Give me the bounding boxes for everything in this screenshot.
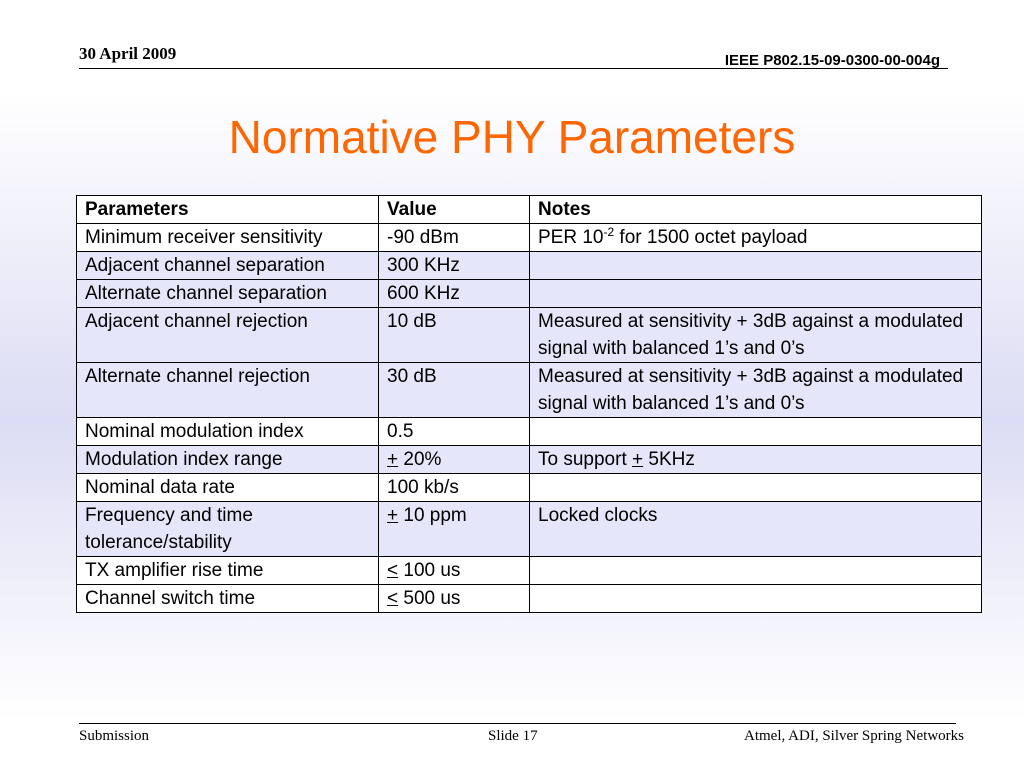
parameter-cell: Modulation index range	[77, 446, 379, 474]
parameter-cell: Frequency and time tolerance/stability	[77, 502, 379, 557]
notes-text: To support	[538, 449, 632, 470]
value-text: 10 ppm	[398, 505, 467, 526]
value-cell: 10 dB	[379, 308, 530, 363]
value-cell: 300 KHz	[379, 252, 530, 280]
table-row	[77, 280, 982, 308]
parameter-cell: TX amplifier rise time	[77, 557, 379, 585]
notes-cell	[530, 474, 982, 502]
parameter-cell: Nominal modulation index	[77, 418, 379, 446]
table-row	[77, 418, 982, 446]
notes-text: PER 10	[538, 227, 604, 248]
parameter-cell: Minimum receiver sensitivity	[77, 224, 379, 252]
value-cell: 0.5	[379, 418, 530, 446]
notes-cell: Measured at sensitivity + 3dB against a modulated signal with balanced 1’s and 0’s	[530, 308, 982, 363]
notes-cell	[530, 252, 982, 280]
value-text: 20%	[398, 449, 442, 470]
parameter-cell: Channel switch time	[77, 585, 379, 613]
column-header-parameters: Parameters	[77, 196, 379, 224]
value-cell: -90 dBm	[379, 224, 530, 252]
notes-cell	[530, 446, 982, 474]
table-row	[77, 446, 982, 474]
notes-exponent: -2	[603, 225, 615, 239]
less-or-equal-symbol: <	[387, 588, 399, 609]
column-header-value: Value	[379, 196, 530, 224]
footer-submission: Submission	[79, 728, 150, 744]
footer-rule	[79, 723, 956, 724]
parameters-table	[76, 195, 982, 613]
notes-text: 5KHz	[643, 449, 695, 470]
value-cell	[379, 585, 530, 613]
parameter-cell: Adjacent channel separation	[77, 252, 379, 280]
value-text: 100 us	[398, 560, 461, 581]
notes-cell	[530, 557, 982, 585]
notes-cell	[530, 224, 982, 252]
parameter-cell: Alternate channel separation	[77, 280, 379, 308]
notes-cell	[530, 418, 982, 446]
table-row	[77, 252, 982, 280]
table-header-row	[77, 196, 982, 224]
table-row	[77, 474, 982, 502]
notes-text: for 1500 octet payload	[614, 227, 808, 248]
parameter-cell: Alternate channel rejection	[77, 363, 379, 418]
plus-minus-symbol: +	[387, 505, 399, 526]
slide-title: Normative PHY Parameters	[228, 111, 796, 163]
plus-minus-symbol: +	[387, 449, 399, 470]
less-or-equal-symbol: <	[387, 560, 399, 581]
value-cell	[379, 502, 530, 557]
column-header-notes: Notes	[530, 196, 982, 224]
table-row	[77, 363, 982, 418]
table-row	[77, 502, 982, 557]
table-row	[77, 585, 982, 613]
header-rule	[79, 68, 948, 69]
value-cell	[379, 557, 530, 585]
footer-slide-number: Slide 17	[488, 728, 538, 744]
table-row	[77, 224, 982, 252]
notes-cell: Measured at sensitivity + 3dB against a modulated signal with balanced 1’s and 0’s	[530, 363, 982, 418]
value-cell: 100 kb/s	[379, 474, 530, 502]
notes-cell	[530, 280, 982, 308]
value-cell	[379, 446, 530, 474]
table-row	[77, 308, 982, 363]
header-date: 30 April 2009	[79, 44, 177, 63]
notes-cell: Locked clocks	[530, 502, 982, 557]
notes-cell	[530, 585, 982, 613]
value-cell: 30 dB	[379, 363, 530, 418]
footer-authors: Atmel, ADI, Silver Spring Networks	[744, 728, 964, 744]
parameter-cell: Adjacent channel rejection	[77, 308, 379, 363]
value-text: 500 us	[398, 588, 461, 609]
parameter-cell: Nominal data rate	[77, 474, 379, 502]
value-cell: 600 KHz	[379, 280, 530, 308]
table-row	[77, 557, 982, 585]
header-document-id: IEEE P802.15-09-0300-00-004g	[724, 52, 940, 69]
plus-minus-symbol: +	[632, 449, 644, 470]
